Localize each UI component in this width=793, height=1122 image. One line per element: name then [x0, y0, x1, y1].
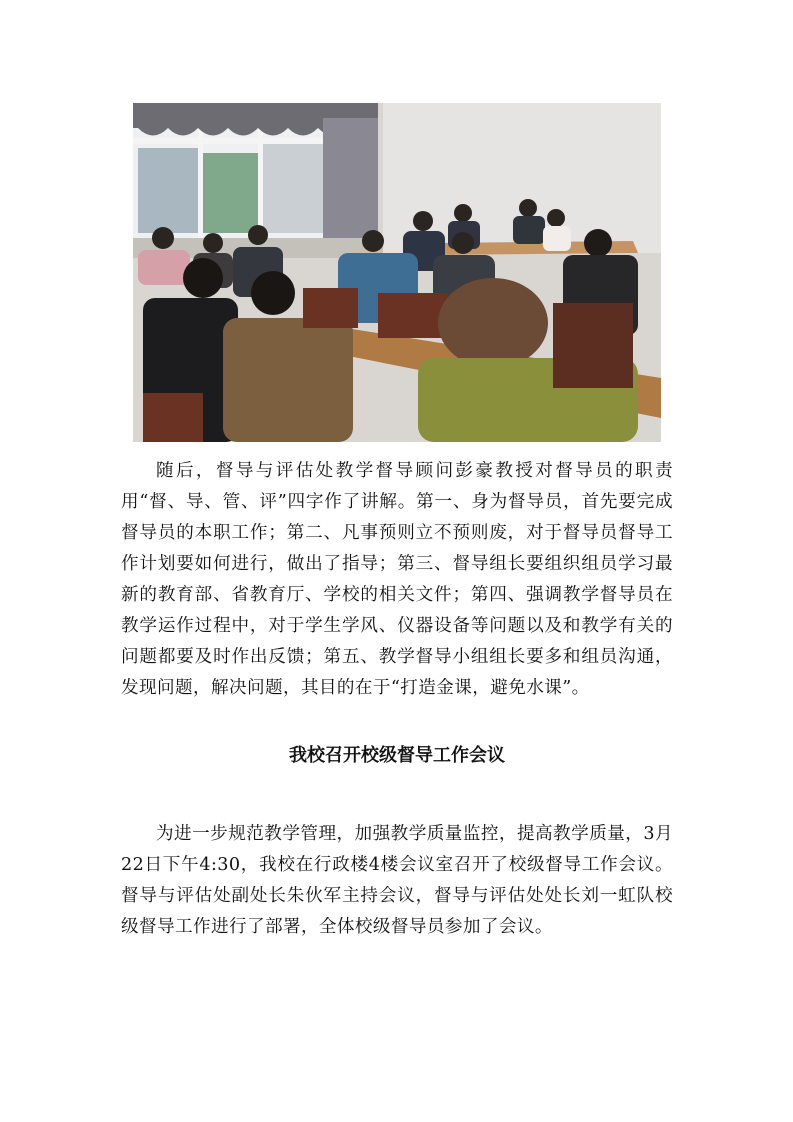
body-paragraph: 随后，督导与评估处教学督导顾问彭豪教授对督导员的职责用“督、导、管、评”四字作了讲解。第一、身为督导员，首先要完成督导员的本职工作；第二、凡事预则立不预则废，对于督导员督导工作计划要如何进行，做出了指导；第三、督导组长要组织组员学习最新的教育部、省教育厅、学校的相关文件；第四、强调教学督导员在教学运作过程中，对于学生学风、仪器设备等问题以及和教学有关的问题都要及时作出反馈；第五、教学督导小组组长要多和组员沟通，发现问题，解决问题，其目的在于“打造金课，避免水课”。: [121, 461, 673, 698]
body-paragraph: 为进一步规范教学管理，加强教学质量监控，提高教学质量，3月22日下午4:30，我校在行政楼4楼会议室召开了校级督导工作会议。督导与评估处副处长朱伙军主持会议，督导与评估处处长刘一虹队校级督导工作进行了部署，全体校级督导员参加了会议。: [121, 824, 673, 937]
meeting-photo: [133, 103, 661, 442]
section-heading: 我校召开校级督导工作会议: [289, 745, 505, 766]
